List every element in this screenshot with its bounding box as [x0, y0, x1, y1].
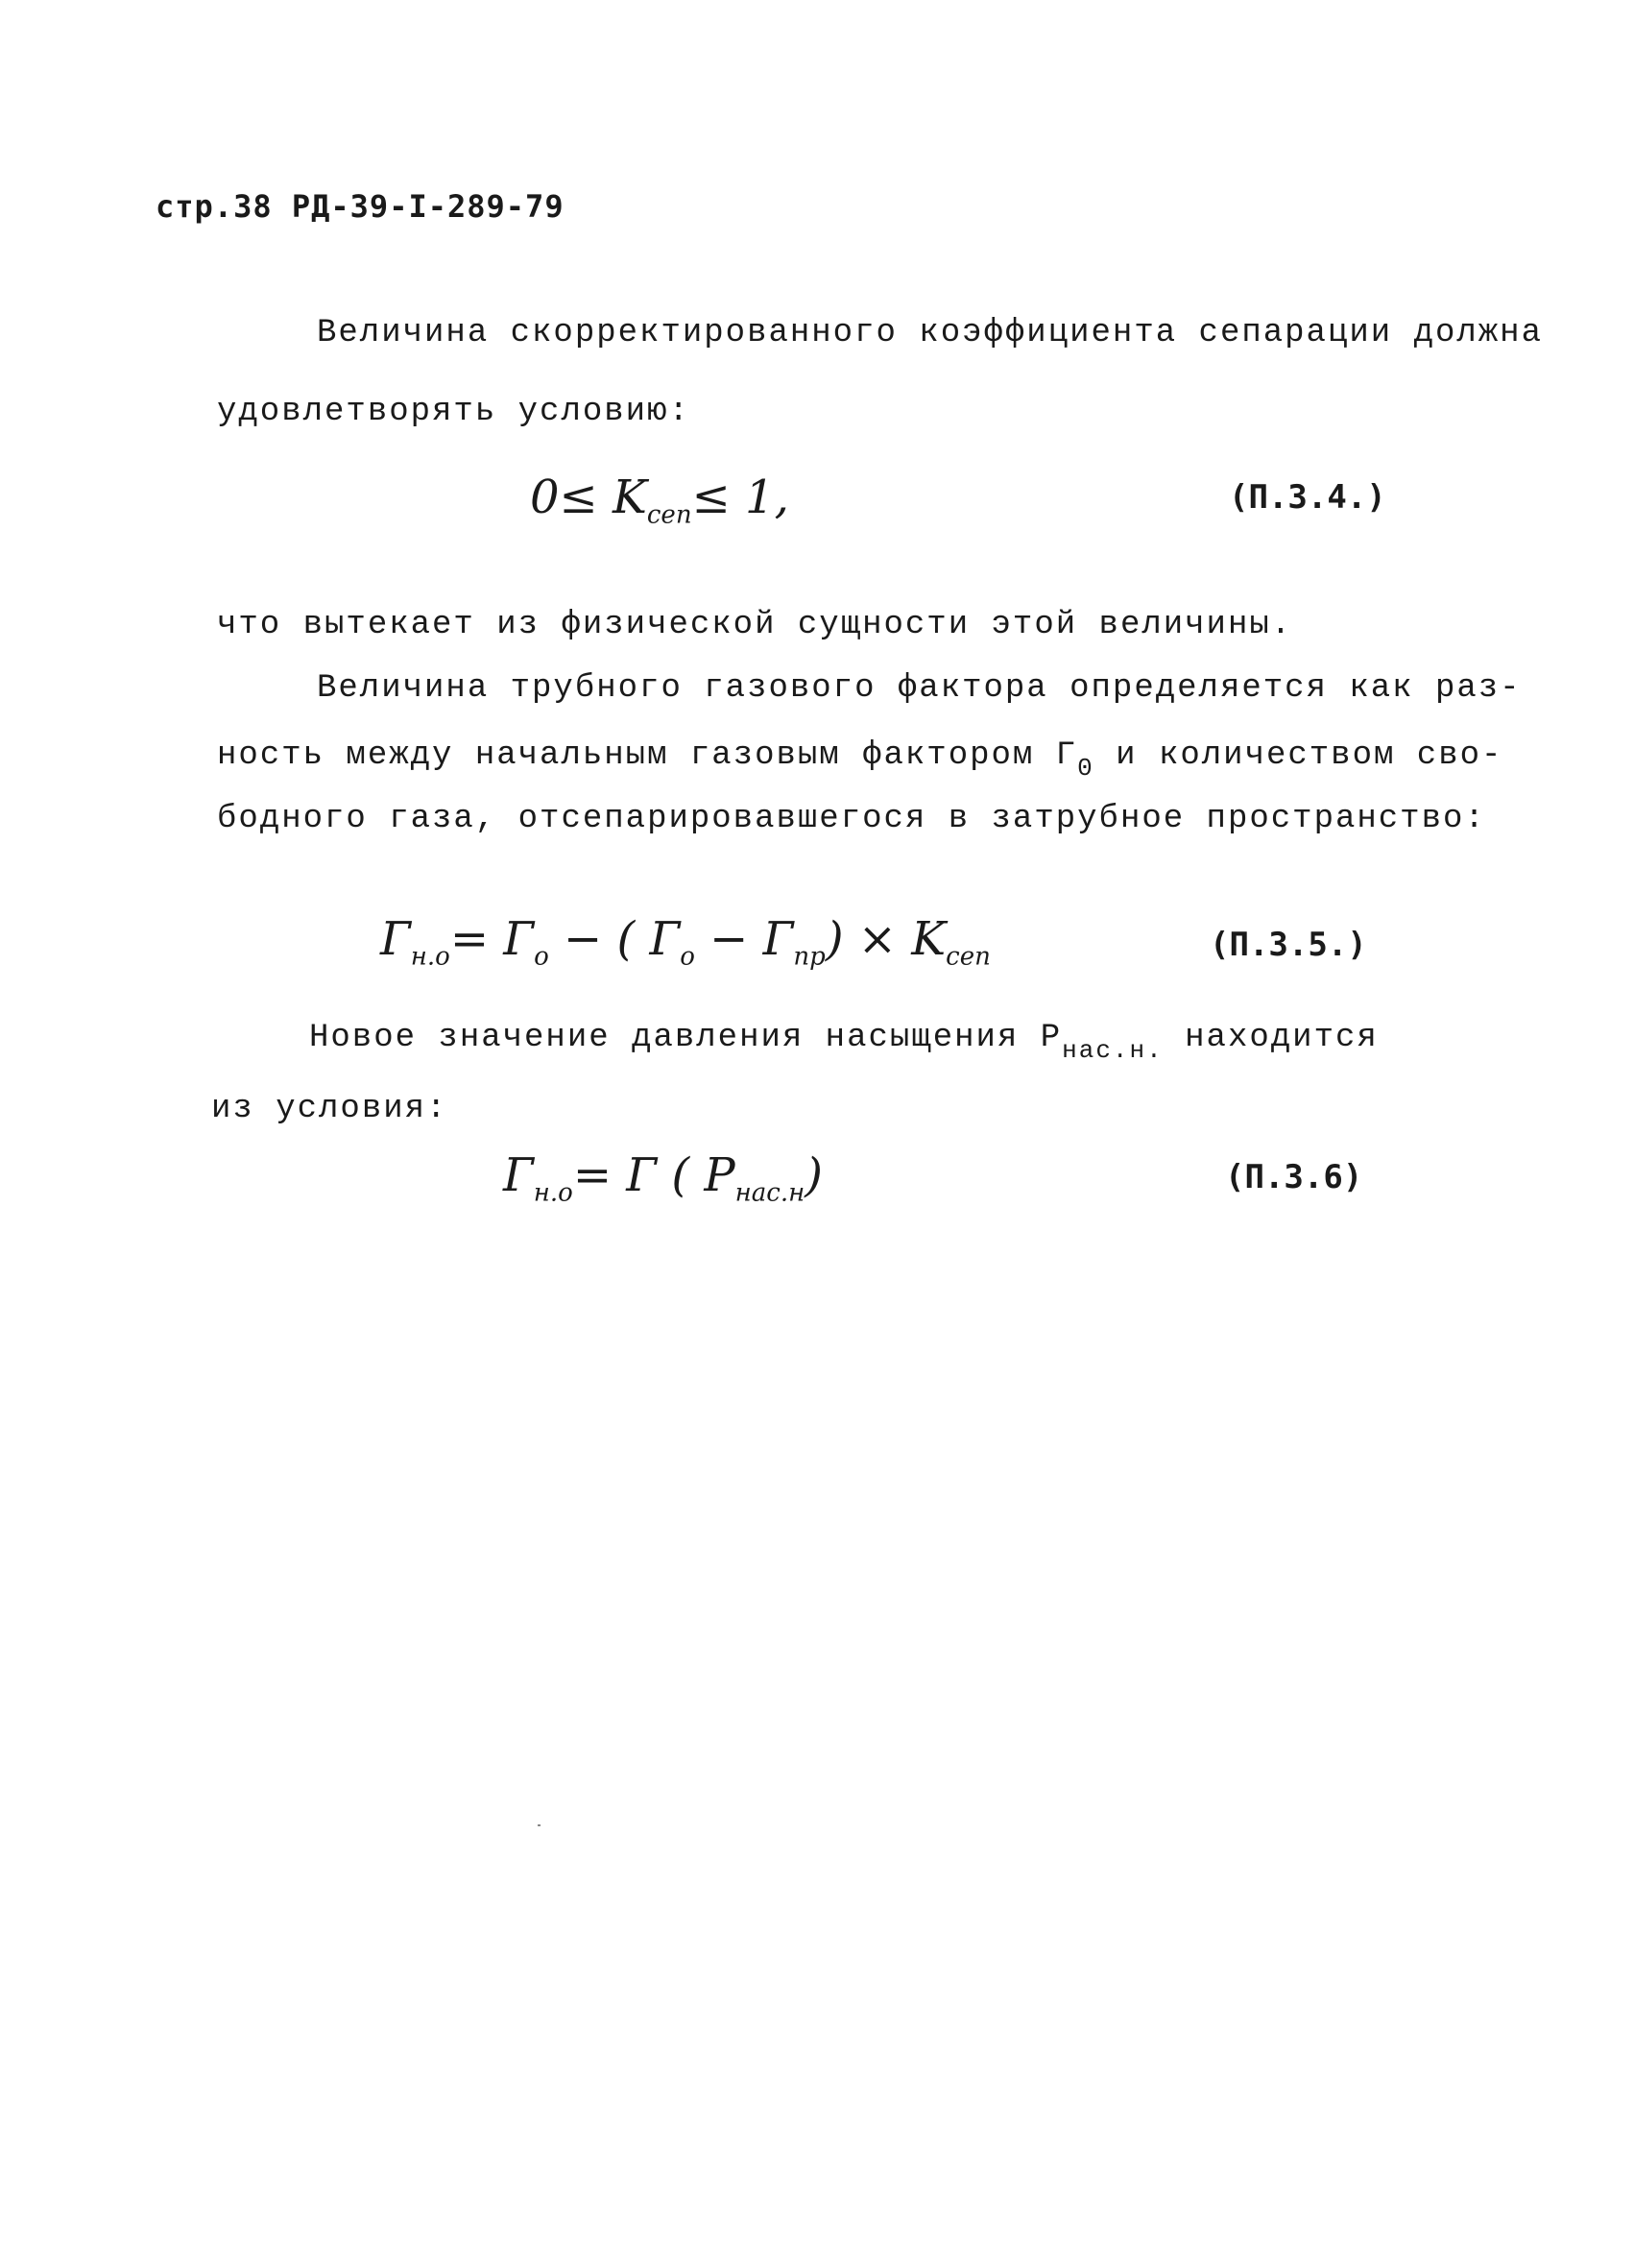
scan-speck: [538, 1824, 541, 1826]
paragraph-4-line-1-b: находится: [1163, 1020, 1379, 1056]
page-header: стр.38 РД-39-I-289-79: [156, 188, 565, 225]
paragraph-3-line-2: [217, 737, 1502, 783]
equation-2: [380, 912, 991, 972]
equation-3-g1-sub: н.о: [533, 1178, 573, 1208]
equation-2-number: (П.3.5.): [1210, 926, 1367, 964]
paragraph-1-line-2: удовлетворять условию:: [217, 394, 690, 430]
paragraph-3-line-2-a: ность между начальным газовым фактором Г: [217, 737, 1078, 774]
equation-1-left: 0≤ K: [530, 470, 647, 524]
paragraph-4-line-1: [309, 1020, 1379, 1065]
paragraph-4-line-1-a: Новое значение давления насыщения Р: [309, 1020, 1063, 1056]
paragraph-1-line-1: Величина скорректированного коэффициента сепарации должна: [317, 315, 1543, 351]
equation-1-right: ≤ 1,: [691, 470, 789, 524]
equation-2-part-1-sub: о: [534, 942, 549, 972]
paragraph-2-line-1: что вытекает из физической сущности этой величины.: [217, 607, 1293, 643]
equation-1: [530, 470, 789, 530]
paragraph-4-line-1-sub: нас.н.: [1062, 1036, 1164, 1065]
paragraph-3-line-3: бодного газа, отсепарировавшегося в затрубное пространство:: [217, 801, 1486, 837]
paragraph-3-line-1: Величина трубного газового фактора определяется как раз-: [317, 670, 1522, 707]
equation-2-g1: Г: [380, 912, 411, 966]
equation-2-part-4: ) × K: [825, 912, 947, 966]
paragraph-3-line-2-b: и количеством сво-: [1093, 737, 1503, 774]
equation-2-g1-sub: н.о: [410, 942, 450, 972]
equation-3-part-1: = Г ( Р: [572, 1148, 735, 1202]
equation-2-part-3-sub: пр: [793, 942, 826, 972]
equation-2-part-3: − Г: [694, 912, 794, 966]
equation-2-part-2-sub: о: [680, 942, 695, 972]
equation-2-part-1: = Г: [449, 912, 535, 966]
paragraph-4-line-2: из условия:: [211, 1091, 448, 1127]
equation-1-sub: сеп: [646, 500, 692, 530]
equation-3-g1: Г: [503, 1148, 534, 1202]
paragraph-3-line-2-sub: 0: [1077, 754, 1094, 783]
equation-3-part-1-sub: нас.н: [734, 1178, 805, 1208]
equation-3-part-2: ): [805, 1148, 823, 1202]
equation-1-number: (П.3.4.): [1229, 478, 1386, 517]
equation-2-part-2: − ( Г: [548, 912, 681, 966]
equation-3-number: (П.3.6): [1225, 1158, 1363, 1196]
equation-3: [503, 1148, 823, 1208]
equation-2-part-4-sub: сеп: [946, 942, 991, 972]
